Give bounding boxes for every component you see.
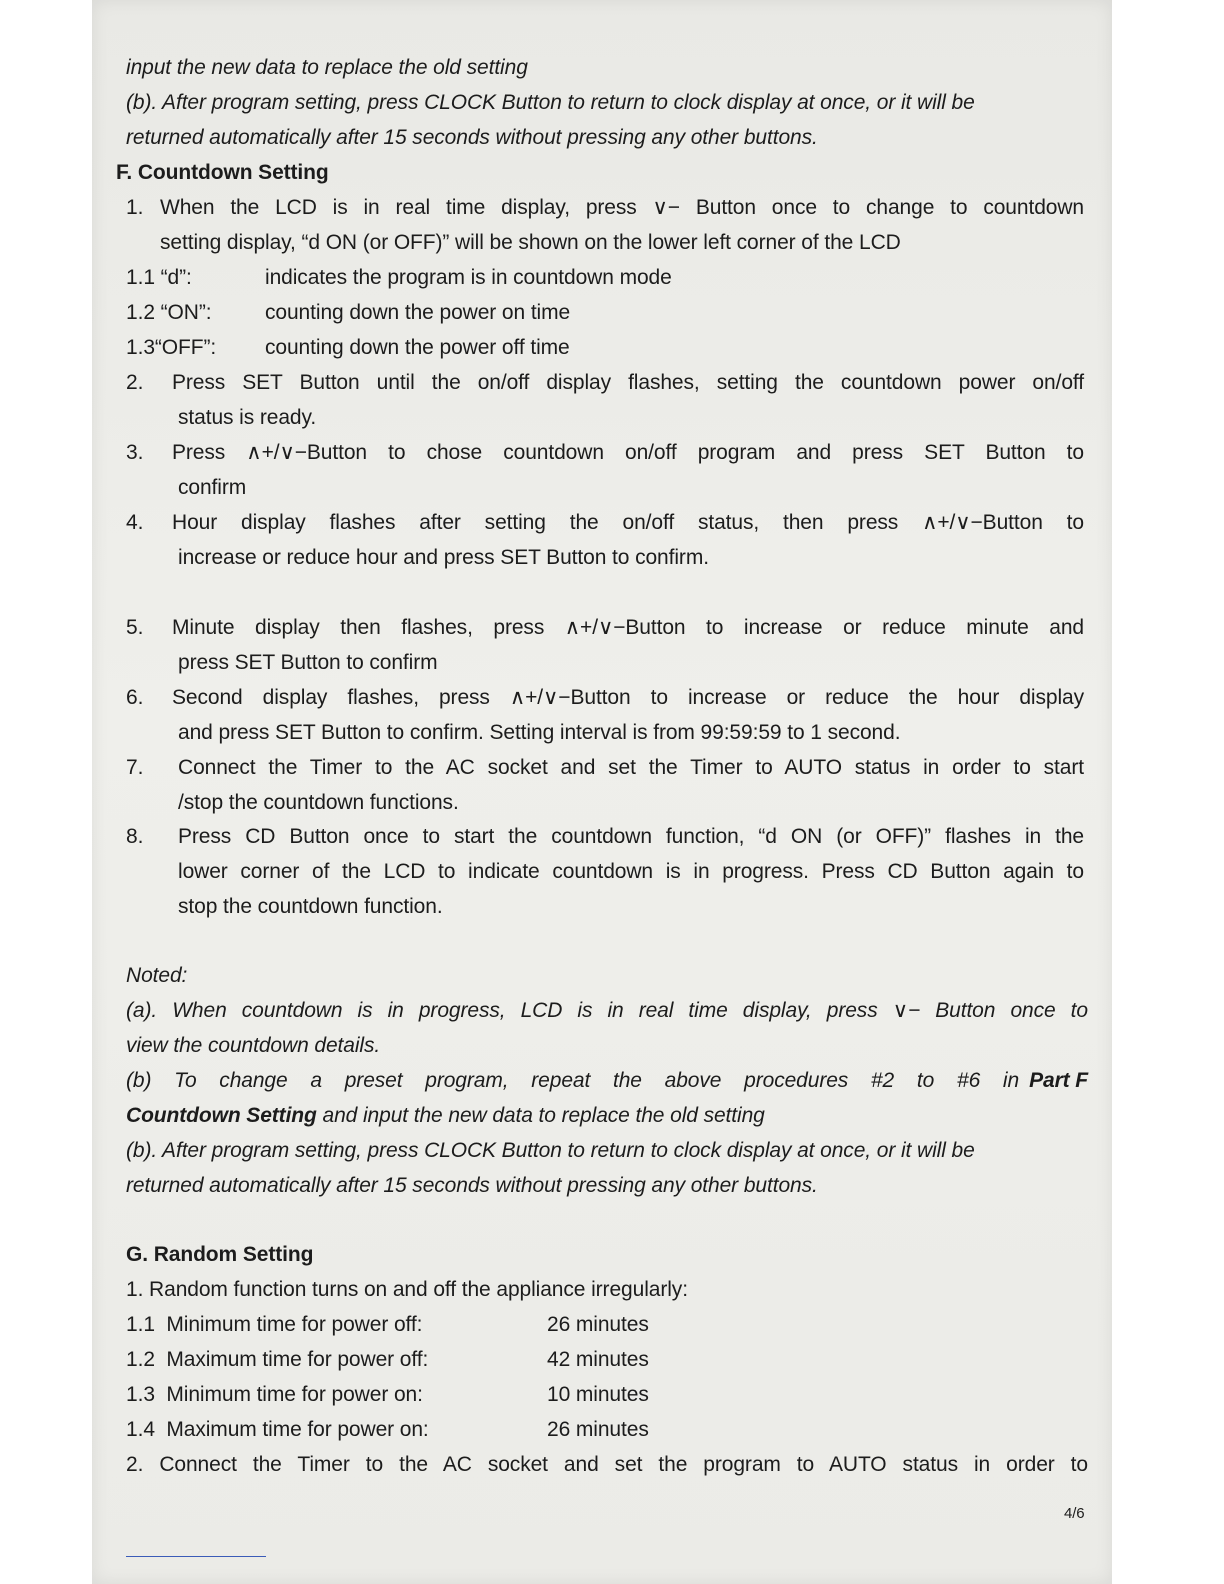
- item-7-number: 7.: [126, 756, 144, 779]
- random-row-value: 10 minutes: [547, 1383, 649, 1406]
- noted-a-line-2: view the countdown details.: [126, 1034, 381, 1057]
- def-text-d: indicates the program is in countdown mode: [265, 266, 672, 289]
- random-row-value: 42 minutes: [547, 1348, 649, 1371]
- random-item-1: 1. Random function turns on and off the appliance irregularly:: [126, 1278, 688, 1301]
- random-row-value: 26 minutes: [547, 1313, 649, 1336]
- item-3-line-2: confirm: [178, 476, 247, 499]
- manual-page: [92, 0, 1112, 1584]
- item-6-line-1: Second display flashes, press ∧+/∨−Button to increase or reduce the hour display: [172, 686, 1084, 709]
- noted-c-line-2: returned automatically after 15 seconds without pressing any other buttons.: [126, 1174, 818, 1197]
- item-8-line-1: Press CD Button once to start the countdown function, “d ON (or OFF)” flashes in the: [178, 825, 1084, 848]
- random-item-2: 2. Connect the Timer to the AC socket and set the program to AUTO status in order to: [126, 1453, 1088, 1476]
- item-7-line-1: Connect the Timer to the AC socket and set the Timer to AUTO status in order to start: [178, 756, 1084, 779]
- random-row-label: 1.2 Maximum time for power off:: [126, 1348, 429, 1371]
- item-3-number: 3.: [126, 441, 144, 464]
- item-8-line-3: stop the countdown function.: [178, 895, 443, 918]
- noted-b-countdown-setting: Countdown Setting: [126, 1104, 317, 1127]
- item-6-number: 6.: [126, 686, 144, 709]
- item-1-line-2: setting display, “d ON (or OFF)” will be shown on the lower left corner of the LCD: [160, 231, 901, 254]
- noted-b-line-2: [126, 1104, 765, 1128]
- noted-heading: Noted:: [126, 964, 188, 987]
- noted-c-line-1: (b). After program setting, press CLOCK Button to return to clock display at once, or it will be: [126, 1139, 975, 1162]
- item-6-line-2: and press SET Button to confirm. Setting interval is from 99:59:59 to 1 second.: [178, 721, 901, 744]
- def-text-off: counting down the power off time: [265, 336, 570, 359]
- item-2-number: 2.: [126, 371, 144, 394]
- random-row-value: 26 minutes: [547, 1418, 649, 1441]
- def-key-d: 1.1 “d”:: [126, 266, 192, 289]
- random-row-label: 1.4 Maximum time for power on:: [126, 1418, 429, 1441]
- bottom-rule: [126, 1556, 266, 1557]
- random-row-label: 1.3 Minimum time for power on:: [126, 1383, 423, 1406]
- section-f-heading: F. Countdown Setting: [116, 161, 329, 184]
- item-5-line-1: Minute display then flashes, press ∧+/∨−Button to increase or reduce minute and: [172, 616, 1084, 639]
- noted-b-part-f: Part F: [1029, 1069, 1088, 1092]
- section-g-heading: G. Random Setting: [126, 1243, 314, 1266]
- item-5-number: 5.: [126, 616, 144, 639]
- def-key-on: 1.2 “ON”:: [126, 301, 212, 324]
- note-b-line-1: (b). After program setting, press CLOCK Button to return to clock display at once, or it will be: [126, 91, 975, 114]
- noted-b-line-1-text: (b) To change a preset program, repeat the above procedures #2 to #6 in: [126, 1069, 1020, 1092]
- item-5-line-2: press SET Button to confirm: [178, 651, 438, 674]
- item-3-line-1: Press ∧+/∨−Button to chose countdown on/off program and press SET Button to: [172, 441, 1084, 464]
- noted-b-line-2-text: and input the new data to replace the old setting: [316, 1104, 765, 1127]
- page-number: 4/6: [1064, 1505, 1085, 1522]
- item-1-number: 1.: [126, 196, 144, 219]
- item-7-line-2: /stop the countdown functions.: [178, 791, 459, 814]
- item-8-line-2: lower corner of the LCD to indicate countdown is in progress. Press CD Button again to: [178, 860, 1084, 883]
- note-b-line-2: returned automatically after 15 seconds without pressing any other buttons.: [126, 126, 818, 149]
- def-text-on: counting down the power on time: [265, 301, 571, 324]
- item-2-line-1: Press SET Button until the on/off display flashes, setting the countdown power on/off: [172, 371, 1084, 394]
- note-continuation-line: input the new data to replace the old setting: [126, 56, 528, 79]
- random-row-label: 1.1 Minimum time for power off:: [126, 1313, 423, 1336]
- noted-b-line-1: [126, 1069, 1088, 1093]
- item-2-line-2: status is ready.: [178, 406, 317, 429]
- item-4-line-1: Hour display flashes after setting the on/off status, then press ∧+/∨−Button to: [172, 511, 1084, 534]
- item-4-line-2: increase or reduce hour and press SET Button to confirm.: [178, 546, 709, 569]
- item-8-number: 8.: [126, 825, 144, 848]
- item-1-line-1: When the LCD is in real time display, press ∨− Button once to change to countdown: [160, 196, 1084, 219]
- item-4-number: 4.: [126, 511, 144, 534]
- noted-a-line-1: (a). When countdown is in progress, LCD is in real time display, press ∨− Button once to: [126, 999, 1088, 1022]
- def-key-off: 1.3“OFF”:: [126, 336, 217, 359]
